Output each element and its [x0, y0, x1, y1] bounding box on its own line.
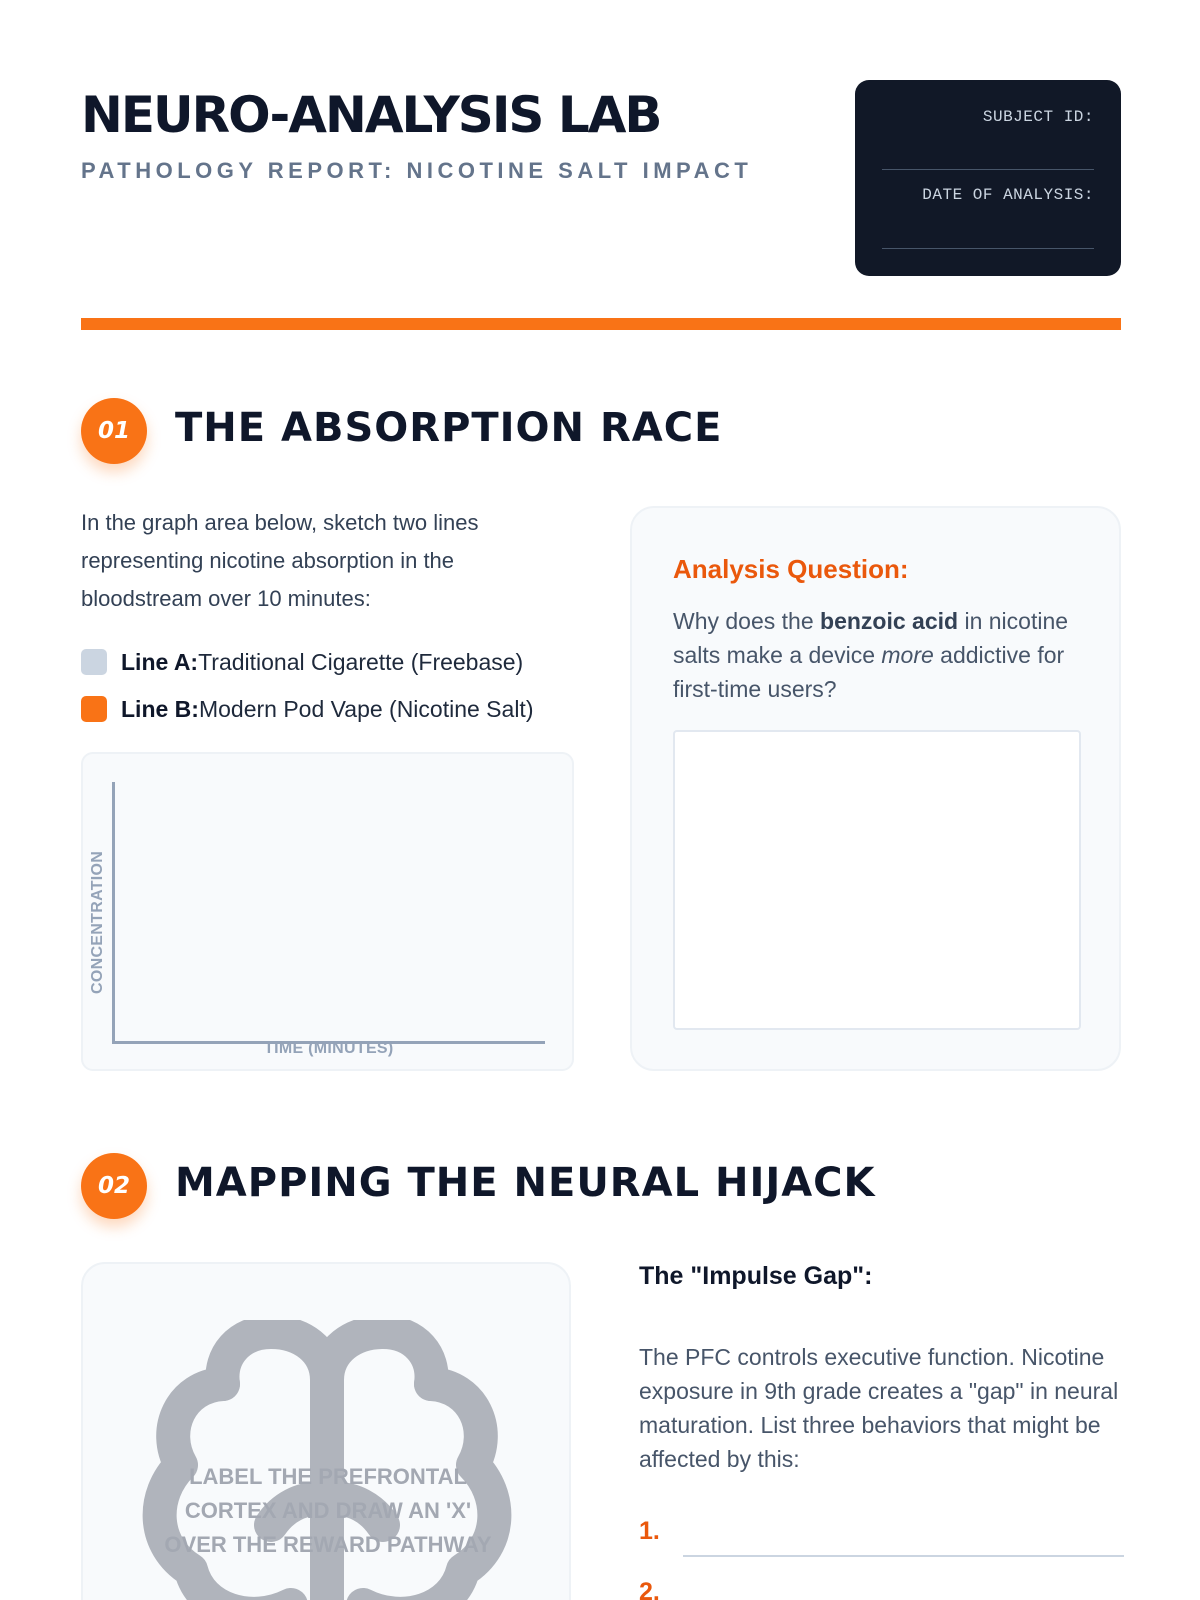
- impulse-gap-text: The PFC controls executive function. Nicotine exposure in 9th grade creates a "gap" in neural maturation. List three behaviors that might be affected by this:: [639, 1344, 1119, 1472]
- section-number-badge: 02: [81, 1153, 147, 1219]
- x-axis-label: TIME (MINUTES): [264, 1040, 394, 1057]
- date-of-analysis-label: DATE OF ANALYSIS:: [922, 186, 1094, 204]
- subject-id-field[interactable]: [882, 169, 1094, 170]
- date-of-analysis-field[interactable]: [882, 248, 1094, 249]
- line-a-swatch: [81, 649, 107, 675]
- section-title: THE ABSORPTION RACE: [175, 405, 723, 451]
- report-subtitle: PATHOLOGY REPORT: NICOTINE SALT IMPACT: [81, 158, 753, 183]
- behavior-answer-line[interactable]: [683, 1555, 1124, 1557]
- y-axis-label: CONCENTRATION: [89, 850, 106, 994]
- line-a-text: Traditional Cigarette (Freebase): [198, 648, 524, 675]
- behavior-item: [639, 1578, 1124, 1600]
- behavior-number: 1.: [639, 1517, 660, 1545]
- analysis-question-text: Why does the benzoic acid in nicotine salts make a device more addictive for first-time users?: [673, 608, 1069, 702]
- behavior-item: [639, 1517, 1124, 1557]
- line-a-key: Line A:: [121, 648, 199, 675]
- behavior-number: 2.: [639, 1578, 660, 1600]
- section-number-badge: 01: [81, 398, 147, 464]
- subject-info-box: [855, 80, 1121, 276]
- impulse-gap-heading: The "Impulse Gap":: [639, 1262, 873, 1290]
- subject-id-label: SUBJECT ID:: [982, 108, 1094, 126]
- sketch-graph-area[interactable]: [81, 752, 574, 1071]
- legend-line-a: [81, 648, 523, 676]
- line-b-key: Line B:: [121, 695, 199, 722]
- lab-title: NEURO-ANALYSIS LAB: [81, 86, 661, 144]
- brain-label-instruction: LABEL THE PREFRONTAL CORTEX AND DRAW AN 'X' OVER THE REWARD PATHWAY: [164, 1464, 492, 1557]
- y-axis: [112, 782, 115, 1044]
- report-header: [81, 80, 1121, 280]
- header-divider: [81, 318, 1121, 330]
- analysis-question-card: [630, 506, 1121, 1071]
- brain-diagram-card[interactable]: [81, 1262, 571, 1600]
- answer-box[interactable]: [673, 730, 1081, 1030]
- line-b-text: Modern Pod Vape (Nicotine Salt): [198, 695, 534, 722]
- section-title: MAPPING THE NEURAL HIJACK: [175, 1160, 876, 1206]
- analysis-question-heading: Analysis Question:: [673, 554, 909, 584]
- line-b-swatch: [81, 696, 107, 722]
- graph-instructions: In the graph area below, sketch two lines representing nicotine absorption in the bloodstream over 10 minutes:: [81, 510, 479, 611]
- legend-line-b: [81, 695, 533, 723]
